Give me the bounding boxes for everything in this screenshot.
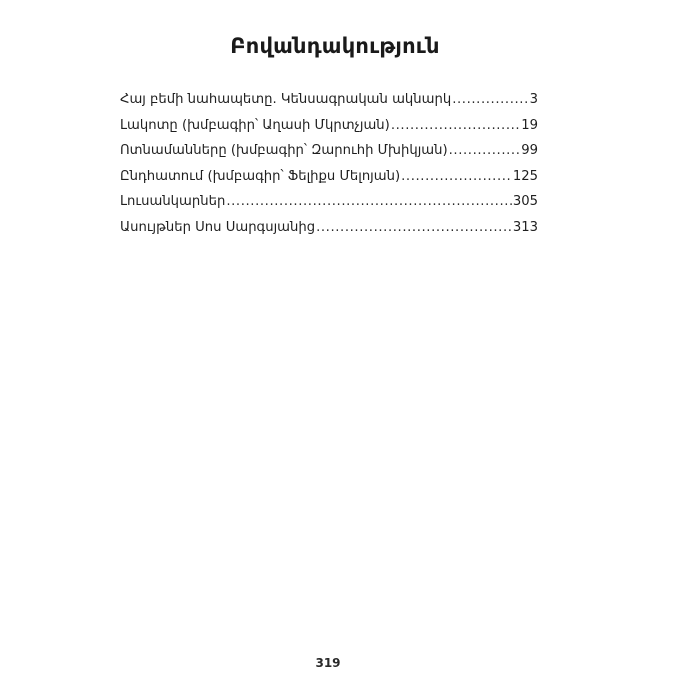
toc-entry-page: 3	[529, 92, 538, 107]
toc-entry	[120, 189, 538, 215]
toc-entry-title: Ոտնամանները (խմբագիր՝ Զարուհի Մխիկյան)	[120, 143, 448, 158]
toc-entry	[120, 164, 538, 190]
page-number: 319	[315, 656, 341, 670]
toc-entry-page: 19	[521, 117, 538, 133]
toc-dot-leader	[401, 164, 512, 190]
toc-entry-page: 125	[512, 168, 538, 184]
toc-dot-leader	[391, 113, 520, 139]
toc-dot-leader	[449, 138, 521, 164]
toc-entry-page: 313	[512, 219, 538, 235]
toc-entry-title: Ասույթներ Սոս Սարգսյանից	[120, 219, 316, 235]
toc-entry	[120, 113, 538, 139]
toc-entry-title: Լուսանկարներ	[120, 194, 226, 209]
toc-entry	[120, 87, 538, 113]
toc-dot-leader	[316, 215, 512, 241]
toc-heading: Բովանդակություն	[230, 34, 440, 58]
toc-entry	[120, 138, 538, 164]
toc-entry-title: Ընդհատում (խմբագիր՝ Ֆելիքս Մելոյան)	[120, 168, 401, 184]
table-of-contents	[120, 87, 538, 240]
toc-entry-page: 305	[512, 194, 538, 209]
toc-dot-leader	[452, 87, 528, 113]
toc-entry-title: Լակոտը (խմբագիր՝ Աղասի Մկրտչյան)	[120, 117, 390, 133]
toc-entry-title: Հայ բեմի նահապետը. Կենսագրական ակնարկ	[120, 92, 452, 107]
toc-entry-page: 99	[521, 143, 538, 158]
toc-entry	[120, 215, 538, 241]
toc-dot-leader	[226, 189, 512, 215]
